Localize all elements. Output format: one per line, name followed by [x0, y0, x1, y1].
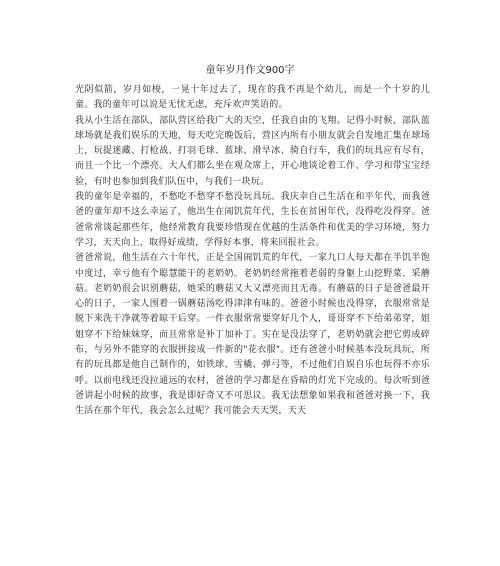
paragraph: 光阴似箭，岁月如梭，一晃十年过去了，现在的我不再是个幼儿，而是一个十岁的儿童。我的童年可以说是无忧无虑，充斥欢声笑语的。: [75, 85, 430, 111]
paragraph: 我从小生活在部队，部队营区给我广大的天空，任我自由的飞翔。记得小时候，部队蓝球场就是我们娱乐的天地，每天吃完晚饭后，营区内所有小朋友就会自发地汇集在球场上，玩捉迷藏、打枪战、打羽毛球、蓝球、滑旱冰、骑自行车，我们的玩具应有尽有，而且一个比一个漂亮。大人们都么坐在观众席上，开心地谈论着工作、学习和带宝宝经验，有时也参加到我们队伍中，与我们一块玩。: [75, 115, 430, 187]
paragraph: 爸爸常说，他生活在六十年代，正是全国闹饥荒的年代，一家九口人每天都在半饥半饱中度过，幸亏他有个聪慧能干的老奶奶。老奶奶经常拖着老弱的身躯上山挖野菜、采蘑菇。老奶奶很会识别蘑菇，她采的蘑菇又大又漂亮而且无毒。有蘑菇的日子是爸爸最开心的日子，一家人围着一锅蘑菇汤吃得津津有味的。爸爸小时候也没得穿，衣服常常是脱下来洗干净就等着晾干后穿。一件衣服常常要穿好几个人，哥哥穿不下给弟弟穿，姐姐穿不下给妹妹穿，而且常常是补丁加补丁。实在是没法穿了，老奶奶就会把它剪成碎布，与另外不能穿的衣服拼接成一件新的"花衣服"。还有爸爸小时候基本没玩具玩，所有的玩具都是他自己制作的，如铁球、雪橇、弹弓等，不过他们自娱自乐也玩得不亦乐呼。以前电线还没拉通远的农村，爸爸的学习都是在昏暗的灯光下完成的。每次听到爸爸讲起小时候的故事，我是即好奇又不可思议。我无法想象如果我和爸爸对换一下，我生活在那个年代，我会怎么过呢？我可能会天天哭，天天: [75, 253, 430, 417]
document-title: 童年岁月作文900字: [205, 65, 295, 76]
paragraph: 我的童年是幸福的，不愁吃不愁穿不愁没玩具玩。我庆幸自己生活在和平年代，而我爸爸的童年却不这么幸运了，他出生在闹饥荒年代，生长在贫困年代，没得吃没得穿。爸爸常常谈起那些年，他经常教育我要珍惜现在优越的生活条件和优美的学习环境，努力学习，天天向上，取得好成绩，学得好本事，将来回报社会。: [75, 192, 430, 248]
document-body: [75, 83, 430, 420]
